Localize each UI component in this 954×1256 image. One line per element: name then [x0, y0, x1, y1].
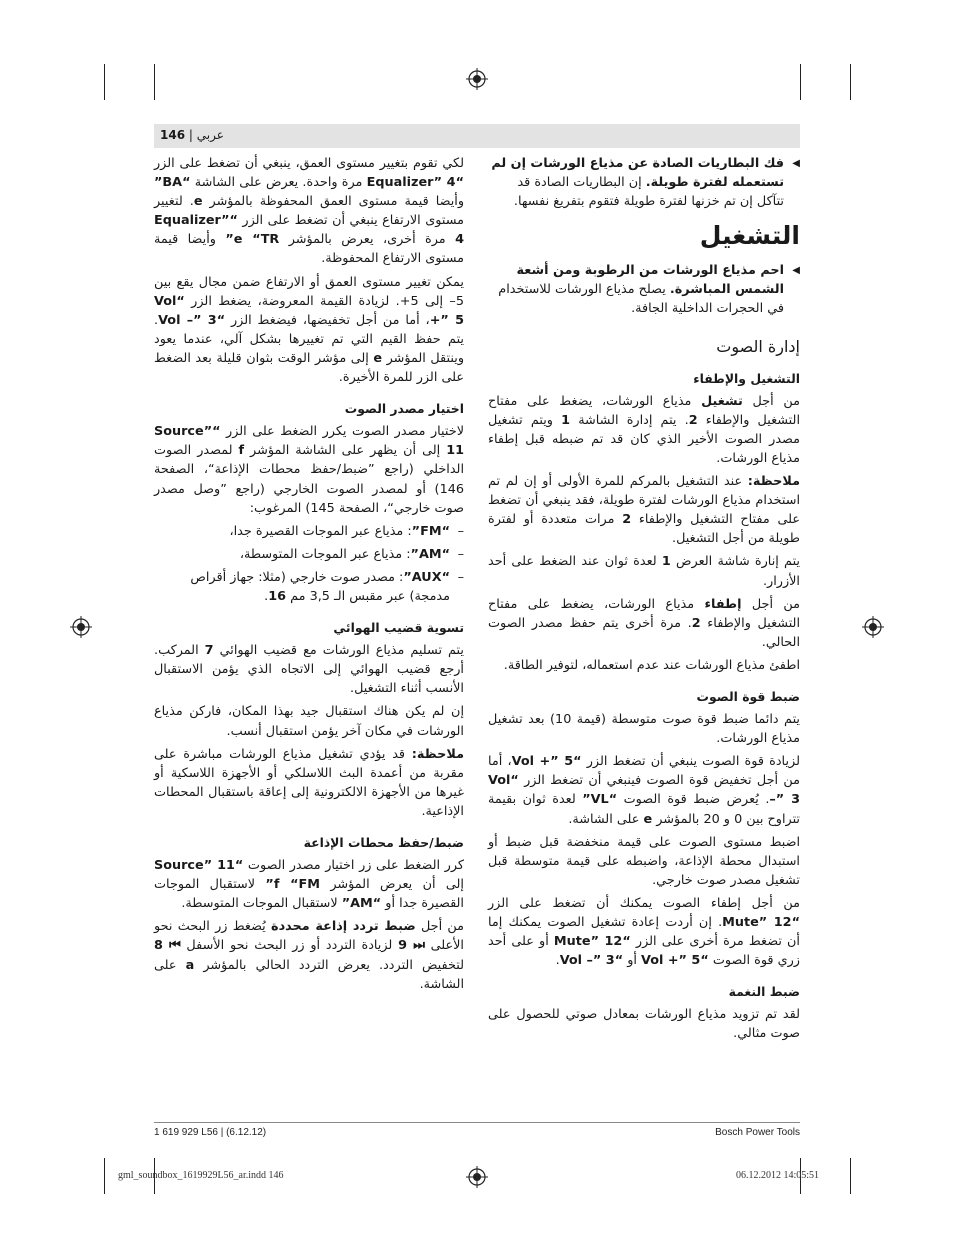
paragraph-source: لاختيار مصدر الصوت يكرر الضغط على الزر “Source” 11 إلى أن يظهر على الشاشة المؤشر f لمصدر الصوت الداخلي (راجع ”ضبط/حفظ محطات الإذاعة“، الصفحة 146) أو لمصدر الصوت الخارجي (راجع ”وصل مصدر صوت خارجي“، الصفحة 145) المرغوب: — [154, 424, 464, 516]
right-column — [488, 154, 800, 1048]
slug-filename: gml_soundbox_1619929L56_ar.indd 146 — [118, 1170, 284, 1181]
crop-mark — [850, 64, 851, 100]
paragraph-stations-2: من أجل ضبط تردد إذاعة محددة يُضغط زر البحث نحو الأعلى ⏭ 9 لزيادة التردد أو زر البحث نحو الأسفل ⏮ 8 لتخفيض التردد. يعرض التردد الحالي بالمؤشر a على الشاشة. — [154, 919, 465, 992]
bullet-text: إن البطاريات الصادة قد تتآكل إن تم خزنها لفترة طويلة فتقوم بتفريغ نفسها. — [513, 175, 784, 210]
crop-mark — [104, 64, 105, 100]
page-number: 146 — [160, 128, 186, 142]
bullet-batteries — [488, 154, 800, 211]
triangle-bullet-icon: ◀ — [792, 265, 800, 277]
left-column — [154, 154, 464, 998]
registration-mark-icon — [70, 616, 92, 638]
paragraph-antenna-1: يتم تسليم مذياع الورشات مع قضيب الهوائي 7 المركب. أرجع قضيب الهوائي إلى الاتجاه الذي يؤمن الاستقبال الأنسب أثناء التشغيل. — [154, 643, 464, 697]
paragraph-stations-1: كرر الضغط على زر اختيار مصدر الصوت “Source” 11 إلى أن يعرض المؤشر f “FM” لاستقبال الموجات القصيرة جدا أو “AM” لاستقبال الموجات المتوسطة. — [154, 858, 464, 912]
heading-operation: التشغيل — [699, 221, 800, 251]
paragraph-save-energy: اطفئ مذياع الورشات عند عدم استعماله، لتوفير الطاقة. — [503, 657, 800, 673]
subheading-on-off: التشغيل والإطفاء — [693, 370, 800, 386]
list-item: – “AM”: مذياع عبر الموجات المتوسطة، — [239, 546, 464, 562]
crop-mark — [850, 1158, 851, 1194]
registration-mark-icon — [466, 68, 488, 90]
list-item: – “AUX”: مصدر صوت خارجي (مثلا: جهاز أقراص مدمجة) عبر مقبس الـ 3,5 مم 16. — [190, 569, 464, 604]
crop-mark — [104, 1158, 105, 1194]
bullet-protect — [488, 261, 800, 318]
registration-mark-icon — [862, 616, 884, 638]
paragraph-equalizer-2: يمكن تغيير مستوى العمق أو الارتفاع ضمن مجال يقع بين 5– إلى 5+. لزيادة القيمة المعروضة، يضغط الزر “Vol +” 5، أما من أجل تخفيضها، فيضغط الزر “Vol –” 3. يتم حفظ القيم التي تم تغييرها بشكل آلي، عندما يعود وينتقل المؤشر e إلى مؤشر الوقت بثوان قليلة بعد الضغط على الزر للمرة الأخيرة. — [154, 274, 464, 386]
page-header-band — [154, 124, 800, 148]
subheading-source: اختيار مصدر الصوت — [344, 401, 464, 417]
paragraph-volume-default: يتم دائما ضبط قوة صوت متوسطة (قيمة 10) بعد تشغيل مذياع الورشات. — [488, 712, 800, 747]
list-item: – “FM”: مذياع عبر الموجات القصيرة جدا، — [229, 523, 464, 539]
subheading-stations: ضبط/حفظ محطات الإذاعة — [303, 835, 464, 850]
subheading-antenna: تسوية قضيب الهوائي — [333, 620, 464, 636]
paragraph-note: ملاحظة: عند التشغيل بالمركم للمرة الأولى أو إن لم تم استخدام مذياع الورشات لفترة طويلة، فقد ينبغي أن تضغط على مفتاح التشغيل والإطفاء 2 مرات متعددة أو لفترة طويلة من أجل التشغيل. — [488, 474, 800, 547]
subheading-volume: ضبط قوة الصوت — [696, 688, 800, 704]
paragraph-switch-off: من أجل إطفاء مذياع الورشات، يضغط على مفتاح التشغيل والإطفاء 2. مرة أخرى يتم حفظ مصدر الصوت الحالي. — [488, 596, 801, 650]
bullet-bold-text: احم مذياع الورشات من الرطوبة ومن أشعة الشمس المباشرة. — [516, 263, 784, 298]
slug-date: 06.12.2012 14:05:51 — [736, 1170, 820, 1181]
language-label: عربي — [196, 128, 224, 142]
bullet-text: يصلح مذياع الورشات للاستخدام في الحجرات الداخلية الجافة. — [498, 282, 784, 317]
paragraph-tone: لقد تم تزويد مذياع الورشات بمعادل صوتي للحصول على صوت مثالي. — [488, 1007, 800, 1042]
footer-rule — [154, 1122, 800, 1123]
footer-brand: Bosch Power Tools — [715, 1127, 800, 1138]
crop-mark — [154, 64, 155, 100]
paragraph-equalizer-1: لكي تقوم بتغيير مستوى العمق، ينبغي أن تضغط على الزر “Equalizer” 4 مرة واحدة. يعرض على الشاشة “BA” وأيضا قيمة مستوى العمق المحفوظة بالمؤشر e. لتغيير مستوى الارتفاع ينبغي أن تضغط على الزر “Equalizer” 4 مرة أخرى، يعرض بالمؤشر e “TR” وأيضا قيمة مستوى الارتفاع المحفوظة. — [154, 156, 464, 267]
registration-mark-icon — [466, 1166, 488, 1188]
footer-doc-number: 1 619 929 L56 | (6.12.12) — [154, 1127, 267, 1138]
subheading-tone: ضبط النغمة — [728, 984, 800, 1000]
paragraph-volume-adjust: لزيادة قوة الصوت ينبغي أن تضغط الزر “Vol +” 5، أما من أجل تخفيض قوة الصوت فينبغي أن تضغط الزر “Vol –” 3. يُعرض ضبط قوة الصوت “VL” لعدة ثوان بقيمة تتراوح بين 0 و 20 بالمؤشر e على الشاشة. — [488, 754, 800, 827]
paragraph-antenna-note: ملاحظة: قد يؤدي تشغيل مذياع الورشات مباشرة على مقربة من أعمدة البث اللاسلكي أو الأجهزة اللاسكية أو غيرها من الأجهزة الالكترونية إلى إعاقة باستقبال المحطات الإذاعية. — [154, 746, 464, 819]
paragraph-switch-on: من أجل تشغيل مذياع الورشات، يضغط على مفتاح التشغيل والإطفاء 2. يتم إدارة الشاشة 1 ويتم تشغيل مصدر الصوت الأخير الذي كان قد تم ضبطه قبل إطفاء مذياع الورشات. — [488, 393, 800, 466]
paragraph-display: يتم إنارة شاشة العرض 1 لعدة ثوان عند الضغط على أحد الأزرار. — [488, 554, 800, 589]
page-header — [160, 128, 224, 142]
header-separator: | — [188, 128, 193, 142]
heading-sound-management: إدارة الصوت — [716, 336, 800, 356]
paragraph-mute: من أجل إطفاء الصوت يمكنك أن تضغط على الزر “Mute” 12. إن أردت إعادة تشغيل الصوت يمكنك إما أن تضغط مرة أخرى على الزر “Mute” 12 أو على أحد زري قوة الصوت “Vol +” 5 أو “Vol –” 3. — [488, 895, 800, 969]
bullet-bold-text: فك البطاريات الصادة عن مذياع الورشات إن لم تستعمله لفترة طويلة. — [491, 156, 784, 191]
paragraph-volume-advice: اضبط مستوى الصوت على قيمة منخفضة قبل ضبط أو استبدال محطة الإذاعة، واضبطه على قيمة متوسطة قبل تشغيل مصدر صوت خارجي. — [488, 834, 800, 888]
paragraph-antenna-2: إن لم يكن هناك استقبال جيد بهذا المكان، فاركن مذياع الورشات في مكان آخر يؤمن استقبال أنسب. — [154, 704, 464, 739]
crop-mark — [800, 64, 801, 100]
triangle-bullet-icon: ◀ — [792, 158, 800, 169]
